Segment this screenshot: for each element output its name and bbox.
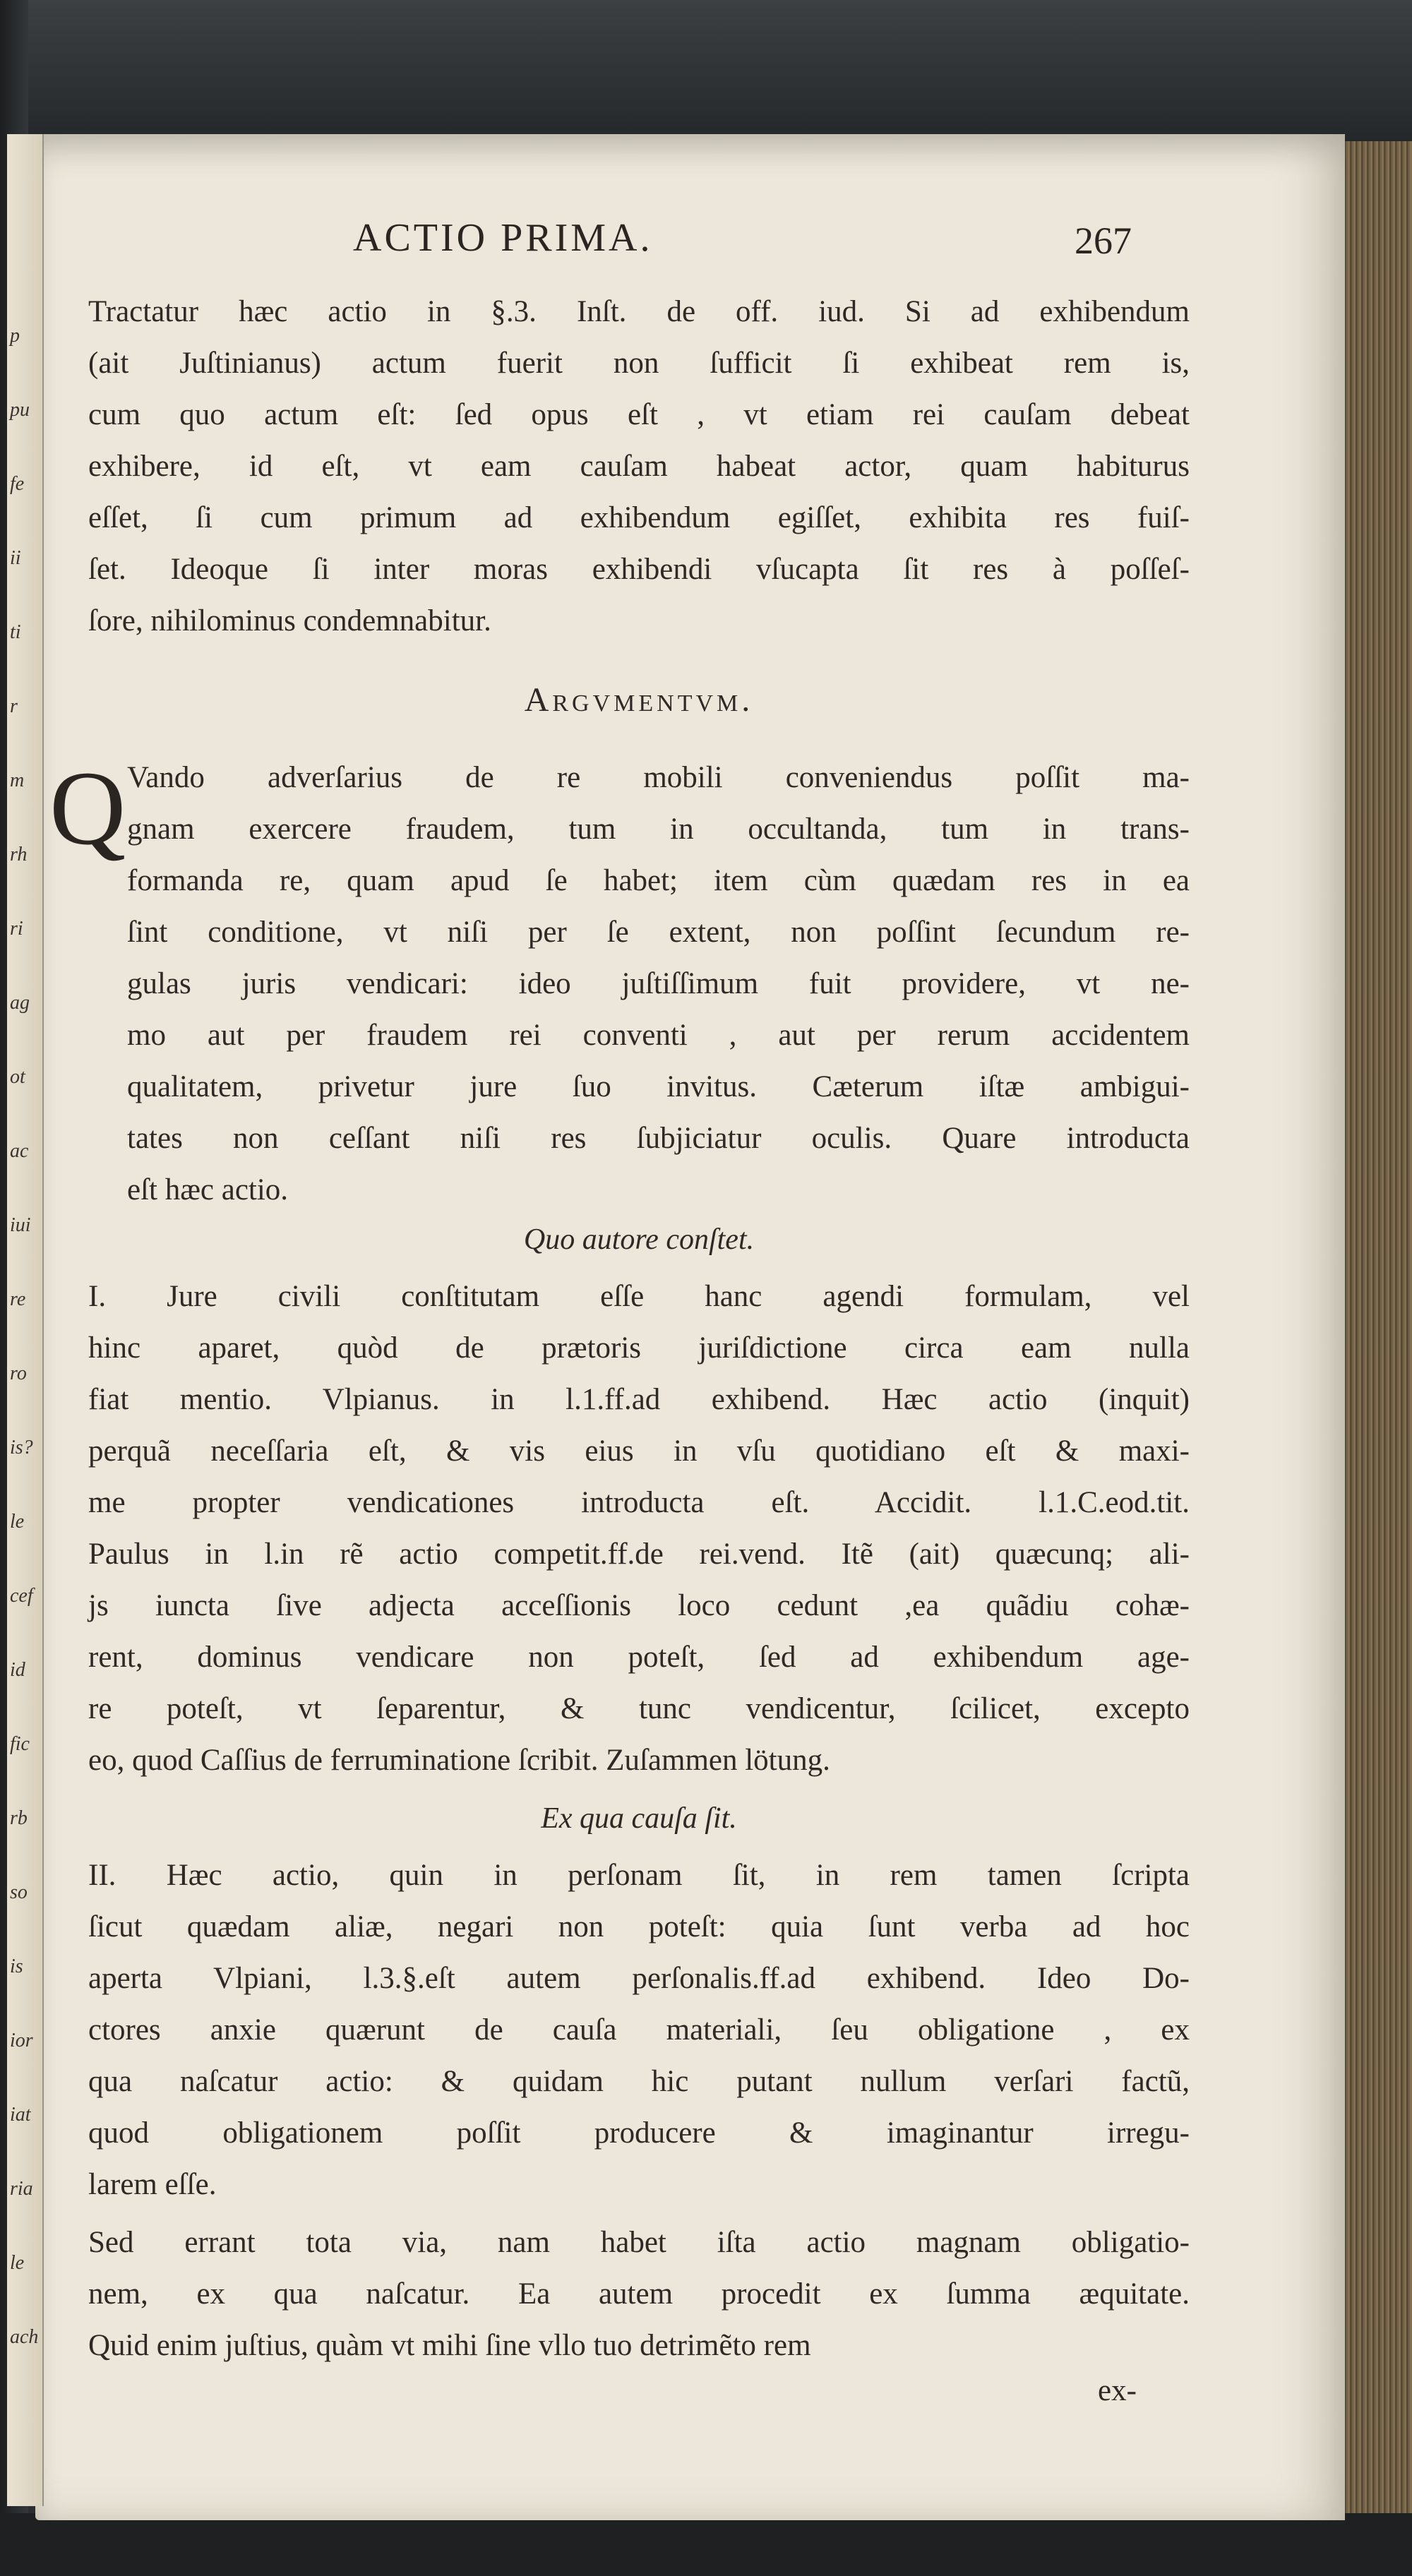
facing-page-fragment: so <box>10 1881 28 1903</box>
argumentum-line: formanda re, quam apud ſe habet; item cùm quædam res in ea <box>127 864 1190 897</box>
section-1-line: fiat mentio. Vlpianus. in l.1.ff.ad exhibend. Hæc actio (inquit) <box>88 1383 1190 1416</box>
argumentum-line: qualitatem, privetur jure ſuo invitus. Cæterum iſtæ ambigui- <box>127 1070 1190 1103</box>
intro-line: exhibere, id eſt, vt eam cauſam habeat actor, quam habiturus <box>88 450 1190 483</box>
section-1-line: I. Jure civili conſtitutam eſſe hanc agendi formulam, vel <box>88 1280 1190 1313</box>
intro-line: Tractatur hæc actio in §.3. Inſt. de off. iud. Si ad exhibendum <box>88 295 1190 328</box>
facing-page-fragment: ria <box>10 2178 33 2200</box>
paragraph-final <box>88 2217 1190 2371</box>
argumentum-line: gulas juris vendicari: ideo juſtiſſimum fuit providere, vt ne- <box>127 967 1190 1000</box>
intro-line: eſſet, ſi cum primum ad exhibendum egiſſet, exhibita res fuiſ- <box>88 501 1190 534</box>
facing-page-fragment: ot <box>10 1066 25 1088</box>
argumentum-line: gnam exercere fraudem, tum in occultanda, tum in trans- <box>127 813 1190 846</box>
section-heading-quo-autore: Quo autore conſtet. <box>523 1223 755 1256</box>
facing-page-fragment: cef <box>10 1585 33 1607</box>
section-1-line: rent, dominus vendicare non poteſt, ſed ad exhibendum age- <box>88 1641 1190 1674</box>
facing-page-fragment: le <box>10 1511 25 1533</box>
paragraph-argumentum <box>88 752 1190 1216</box>
section-1-line: me propter vendicationes introducta eſt. Accidit. l.1.C.eod.tit. <box>88 1486 1190 1519</box>
intro-line: (ait Juſtinianus) actum fuerit non ſufficit ſi exhibeat rem is, <box>88 347 1190 380</box>
intro-line: ſore, nihilominus condemnabitur. <box>88 604 491 637</box>
section-1-line: hinc aparet, quòd de prætoris juriſdictione circa eam nulla <box>88 1331 1190 1365</box>
facing-page-fragment: fic <box>10 1733 30 1755</box>
final-line: Quid enim juſtius, quàm vt mihi ſine vllo tuo detrimẽto rem <box>88 2329 811 2362</box>
argumentum-line: Vando adverſarius de re mobili conveniendus poſſit ma- <box>127 761 1190 794</box>
facing-page-margin <box>7 134 44 2506</box>
facing-page-fragment: is? <box>10 1437 33 1458</box>
book-bottom-edge <box>0 2513 1412 2576</box>
facing-page-fragment: rh <box>10 844 28 865</box>
argumentum-line: eſt hæc actio. <box>127 1173 289 1206</box>
facing-page-fragment: fe <box>10 473 25 495</box>
facing-page-fragment: p <box>10 325 20 347</box>
facing-page-fragment: le <box>10 2252 25 2274</box>
facing-page-fragment: re <box>10 1288 26 1310</box>
paragraph-intro <box>88 286 1190 647</box>
section-2-line: qua naſcatur actio: & quidam hic putant nullum verſari factũ, <box>88 2065 1190 2098</box>
facing-page-fragment: m <box>10 769 25 791</box>
argumentum-heading: Argvmentvm. <box>524 681 754 719</box>
section-2-line: quod obligationem poſſit producere & imaginantur irregu- <box>88 2116 1190 2150</box>
argumentum-line: tates non ceſſant niſi res ſubjiciatur oculis. Quare introducta <box>127 1122 1190 1155</box>
catchword: ex- <box>1098 2374 1137 2407</box>
facing-page-fragment: id <box>10 1659 25 1681</box>
section-1-line: js iuncta ſive adjecta acceſſionis loco cedunt ,ea quãdiu cohæ- <box>88 1589 1190 1622</box>
section-1-line: Paulus in l.in rẽ actio competit.ff.de rei.vend. Itẽ (ait) quæcunq; ali- <box>88 1538 1190 1571</box>
facing-page-fragment: ro <box>10 1362 27 1384</box>
section-1-line: re poteſt, vt ſeparentur, & tunc vendicentur, ſcilicet, excepto <box>88 1692 1190 1725</box>
facing-page-fragment: ior <box>10 2030 33 2051</box>
facing-page-fragment: is <box>10 1955 23 1977</box>
paragraph-section-1 <box>88 1271 1190 1786</box>
section-1-line: perquã neceſſaria eſt, & vis eius in vſu quotidiano eſt & maxi- <box>88 1434 1190 1468</box>
section-heading-ex-qua-causa: Ex qua cauſa ſit. <box>541 1802 737 1835</box>
section-2-line: II. Hæc actio, quin in perſonam ſit, in rem tamen ſcripta <box>88 1859 1190 1892</box>
intro-line: cum quo actum eſt: ſed opus eſt , vt etiam rei cauſam debeat <box>88 398 1190 431</box>
facing-page-fragment: r <box>10 695 18 717</box>
facing-page-fragment: ti <box>10 621 21 643</box>
argumentum-line: mo aut per fraudem rei conventi , aut per rerum accidentem <box>127 1019 1190 1052</box>
facing-page-fragment: iui <box>10 1214 31 1236</box>
facing-page-fragment: pu <box>10 399 30 421</box>
paragraph-section-2 <box>88 1850 1190 2210</box>
section-2-line: ctores anxie quærunt de cauſa materiali, ſeu obligatione , ex <box>88 2013 1190 2047</box>
argumentum-line: ſint conditione, vt niſi per ſe extent, non poſſint ſecundum re- <box>127 916 1190 949</box>
intro-line: ſet. Ideoque ſi inter moras exhibendi vſucapta ſit res à poſſeſ- <box>88 553 1190 586</box>
final-line: nem, ex qua naſcatur. Ea autem procedit ex ſumma æquitate. <box>88 2277 1190 2311</box>
section-1-line: eo, quod Caſſius de ferruminatione ſcribit. Zuſammen lötung. <box>88 1744 830 1777</box>
final-line: Sed errant tota via, nam habet iſta actio magnam obligatio- <box>88 2226 1190 2259</box>
facing-page-fragment: rb <box>10 1807 28 1829</box>
facing-page-fragment: ac <box>10 1140 29 1162</box>
drop-cap: Q <box>49 750 126 867</box>
section-2-line: ſicut quædam aliæ, negari non poteſt: quia ſunt verba ad hoc <box>88 1910 1190 1943</box>
facing-page-fragment: ach <box>10 2326 39 2348</box>
page-fore-edge <box>1341 141 1412 2576</box>
section-2-line: aperta Vlpiani, l.3.§.eſt autem perſonalis.ff.ad exhibend. Ideo Do- <box>88 1962 1190 1995</box>
facing-page-fragment: iat <box>10 2104 31 2126</box>
section-2-line: larem eſſe. <box>88 2168 217 2201</box>
facing-page-fragment: ri <box>10 918 23 940</box>
book-cover-top <box>0 0 1412 141</box>
facing-page-fragment: ag <box>10 992 30 1014</box>
facing-page-fragment: ii <box>10 547 21 569</box>
running-head: ACTIO PRIMA. <box>353 216 653 260</box>
page-number: 267 <box>1075 220 1132 262</box>
